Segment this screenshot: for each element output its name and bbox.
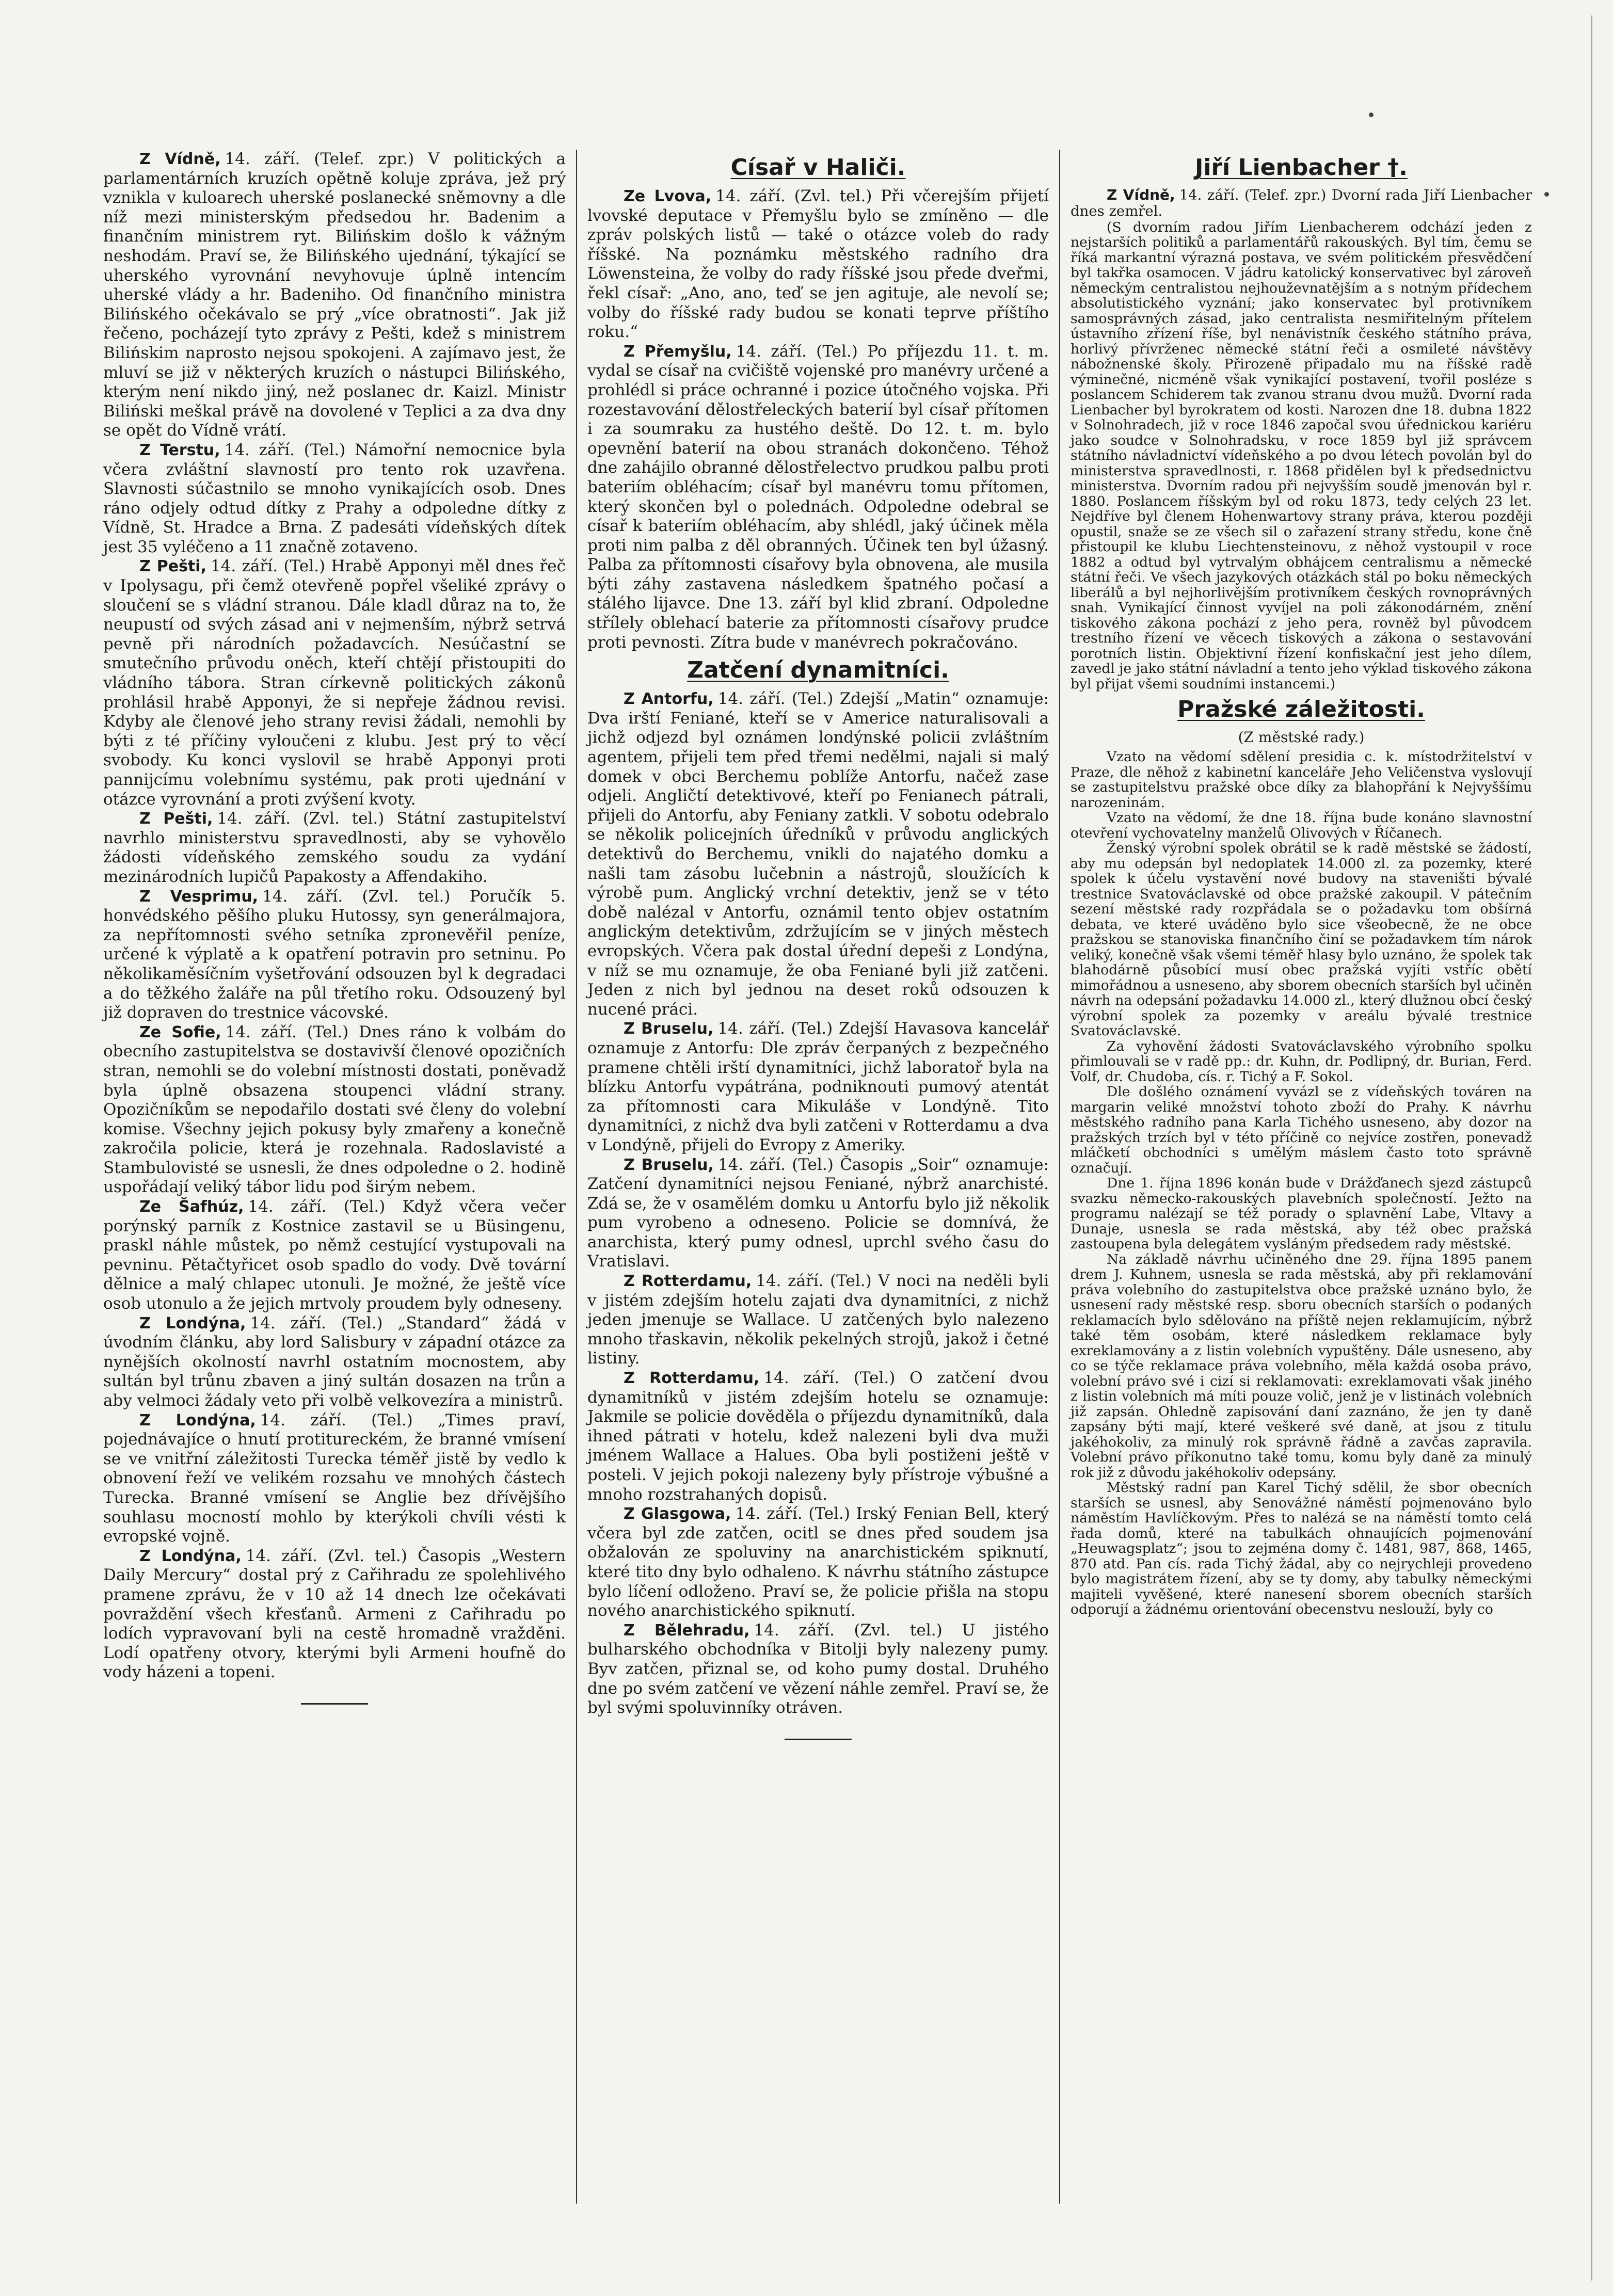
article-text: 14. září. (Tel.) „Times praví, pojednávajíce o hnutí protitureckém, že branné vmísení se ve vnitřní záležitosti Turecka téměř jistě by vedlo k obnovení řeží ve velikém rozsahu ve mnohých částech Turecka. Branné vmísení se Anglie bez dřívějšího souhlasu mocností mohlo by kterýkoli chvíli vésti k evropské vojně. bbox=[103, 1410, 566, 1546]
article bbox=[1071, 187, 1532, 220]
article-text: 14. září. (Zvl. tel.) Časopis „Western Daily Mercury“ dostal prý z Cařihradu ze spolehlivého pramene zprávu, že v 10 až 14 dnech lze očekávati povraždění všech křesťanů. Armeni z Cařihradu po lodích vypravovaní byli na cestě hromadně vražděni. Lodí opatřeny otvory, kterými byli Armeni houfně do vody házeni a topeni. bbox=[103, 1546, 566, 1682]
article-text: Na základě návrhu učiněného dne 29. října 1895 panem drem J. Kuhnem, usnesla se rada městská, aby při reklamování práva volebního do zastupitelstva obce pražské uznáno bylo, že usnesení rady městské resp. sboru obecních starších o podaných reklamacích bylo sdělováno na příště nejen reklamujícím, nýbrž také těm osobám, které následkem reklamace byly exreklamovány a z listin volebních vypuštěny. Dále usneseno, aby co se týče reklamace práva volebního, měla každá osoba právo, volební právo své i cizí si reklamovati: exreklamovati však jiného z listin volebních má míti pouze volič, jenž je v listinách volebních již zapsán. Ohledně zapisování daní zaznáno, že jen ty daně zapsány býti mají, které veškeré své daně, at jsou z titulu jakéhokoliv, za minulý rok správně řádně a zavčas zapravila. Volební právo příkonutno také tomu, komu byly daně za minulý rok již z důvodu jakéhokoliv odepsány. bbox=[1071, 1251, 1532, 1481]
print-speck bbox=[1544, 192, 1549, 197]
article-text: 14. září. (Zvl. tel.) U jistého bulharského obchodníka v Bitolji byly nalezeny pumy. Byv zatčen, přiznal se, od koho pumy dostal. Druhého dne po svém zatčení ve vězení náhle zemřel. Praví se, že byl svými spoluvinníky otráven. bbox=[587, 1620, 1049, 1717]
page-edge-line bbox=[1591, 15, 1592, 2281]
dateline: Ze Sofie, bbox=[139, 1023, 221, 1041]
dateline: Z Rotterdamu, bbox=[624, 1272, 752, 1291]
article-text: Za vyhovění žádosti Svatováclavského výrobního spolku přimlouvali se v radě pp.: dr. Kuhn, dr. Podlipný, dr. Burian, Ferd. Volf, dr. Chudoba, cís. r. Tichý a F. Sokol. bbox=[1071, 1038, 1532, 1085]
dateline: Z Přemyšlu, bbox=[624, 342, 732, 361]
article bbox=[103, 809, 566, 887]
dateline: Ze Lvova, bbox=[624, 187, 712, 205]
article-text: 14. září. (Tel.) „Standard“ žádá v úvodním článku, aby lord Salisbury v západní otázce za nynějších okolností navrhl ostatním mocnostem, aby sultán byl trůnu zbaven a jiný sultán dosazen na trůn a aby velmoci žádaly veto při volbě velkovezíra a ministrů. bbox=[103, 1313, 566, 1410]
article bbox=[1071, 810, 1532, 841]
article bbox=[587, 1621, 1049, 1718]
article-text: 14. září. (Tel.) O zatčení dvou dynamitníků v jistém zdejším hotelu se oznamuje: Jakmile se policie dověděla o příjezdu dynamitníků, dala ihned pátrati v hotelu, kdež nalezeni byli dva muži jménem Wallace a Halues. Oba byli postiženi ještě v posteli. V jejich pokoji nalezeny byly přístroje výbušné a mnoho rozstrahaných dopisů. bbox=[587, 1369, 1049, 1504]
article-text: Vzato na vědomí sdělení presidia c. k. místodržitelství v Praze, dle něhož z kabinetní kanceláře Jeho Veličenstva vyslovují se zastupitelstvu pražské obce díky za blahopřání k Nejvyššímu narozeninám. bbox=[1071, 749, 1532, 811]
article bbox=[587, 1504, 1049, 1621]
end-rule bbox=[301, 1703, 368, 1705]
article-text: 14. září. (Tel.) Časopis „Soir“ oznamuje: Zatčení dynamitníci nejsou Feniané, nýbrž anarchisté. Zdá se, že v osamělém domku u Antorfu bylo již několik pum vyrobeno a odneseno. Policie se domnívá, že anarchista, který pumy odnesl, uprchl svého času do Vratislavi. bbox=[587, 1155, 1049, 1271]
article bbox=[587, 1155, 1049, 1272]
section-title: Císař v Haliči. bbox=[730, 154, 906, 181]
article bbox=[587, 1369, 1049, 1504]
dateline: Ze Šafhúz, bbox=[139, 1198, 244, 1216]
dateline: Z Londýna, bbox=[139, 1547, 242, 1565]
section-subtitle: (Z městské rady.) bbox=[1238, 729, 1365, 746]
article bbox=[103, 1023, 566, 1197]
article bbox=[1071, 1176, 1532, 1252]
newspaper-page bbox=[93, 150, 1543, 2204]
article-text: 14. září. (Tel.) Námořní nemocnice byla včera zvláštní slavností pro tento rok uzavřena. Slavnosti súčastnilo se mnoho vynikajících osob. Dnes ráno odjely odtud dítky z Prahy a odpoledne dítky z Vídně, St. Hradce a Brna. Z padesáti vídeňských dítek jest 35 vyléčeno a 11 značně zotaveno. bbox=[103, 440, 566, 556]
article-text: Dle došlého oznámení vyvázl se z vídeňských továren na margarin veliké množství tohoto zboží do Prahy. K návrhu městského radního pana Karla Tichého usneseno, aby dozor na pražských trzích byl v této příčině co nejvíce zostřen, ponevadž mláčketí obchodníci s umělým máslem často toto správně označují. bbox=[1071, 1084, 1532, 1176]
article-text: 14. září. (Tel.) Když včera večer porýnský parník z Kostnice zastavil se u Büsingenu, praskl náhle můstek, po němž cestující vystupovali na pevninu. Pětačtyřicet osob spadlo do vody. Dvě tovární dělnice a malý chlapec utonuli. Je možné, že ještě více osob utonulo a že jejich mrtvoly proudem byly odneseny. bbox=[103, 1197, 566, 1313]
dateline: Z Vesprimu, bbox=[139, 887, 259, 906]
article-text: 14. září. (Tel.) Irský Fenian Bell, který včera byl zde zatčen, ocitl se dnes před soudem jsa obžalován ze spoluviny na anarchistickém spiknutí, které tito dny bylo odhaleno. K návrhu státního zástupce bylo líčení odloženo. Praví se, že policie přišla na stopu nového anarchistického spiknutí. bbox=[587, 1504, 1049, 1620]
article-text: Ženský výrobní spolek obrátil se k radě městské se žádostí, aby mu odepsán byl nedoplatek 14.000 zl. za pozemky, které spolek k účelu vystavění nové budovy na staveništi bývalé trestnice Svatováclavské od obce pražské zakoupil. V pátečním sezení městské rady rozpřádala se o požadavku tom obšírná debata, ve které uváděno bylo sice všeobecně, že ne obce pražskou se stanoviska finančního činí se požadavkem tím nárok veliký, konečně však všemi téměř hlasy bylo uznáno, že spolek tak blahodárně působící musí obec pražská vyjíti vstříc obětí mimořádnou a usneseno, aby sborem obecních starších byl učiněn návrh na odepsání požadavku 14.000 zl., který dlužnou obcí český výrobní spolek za pozemky v areálu bývalé trestnice Svatováclavské. bbox=[1071, 840, 1532, 1039]
article bbox=[103, 557, 566, 809]
article bbox=[103, 150, 566, 441]
article-text: (S dvorním radou Jiřím Lienbacherem odchází jeden z nejstarších politiků a parlamentářů rakouských. Byl tím, čemu se říká markantní výrazná postava, ve svém politickém přesvědčení byl takřka osamocen. V jádru katolický konservativec byl zároveň německým centralistou nejhouževnatějším a s notným přídechem absolutistického vyznání; jako konservatec byl protivníkem samosprávných zásad, jako centralista nesmiřitelným přítelem ústavního zřízení říše, byl nenávistník českého státního práva, horlivý přívrženec německé státní řeči a osmileté návštěvy nábožnenské školy. Přirozeně připadalo mu na říšské radě výminečné, nicméně však vynikající postavení, tvořil posléze s poslancem Schiderem tak zvanou stranu dvou mužů. Dvorní rada Lienbacher byl byrokratem od kosti. Narozen dne 18. dubna 1822 v Solnohradech, již v roce 1846 započal svou úřednickou kariéru jako soudce v Solnohradsku, v roce 1859 byl již správcem státního návladnictví vídeňského a po dvou létech povolán byl do ministerstva spravedlnosti, r. 1868 přidělen byl k předsednictvu ministerstva. Dvorním radou při nejvyšším soudě jmenován byl r. 1880. Poslancem říšským byl od roku 1873, tedy celých 23 let. Nejdříve byl členem Hohenwartovy strany práva, kterou později opustil, snaže se ze všech sil o zařazení strany středu, kone čně přistoupil ke klubu Liechtensteinovu, z něhož vystoupil v roce 1882 a odtud byl vytrvalým obhájcem centralismu a německé státní řeči. Ve všech jazykových otázkách stál po boku německých liberálů a byl nejhorlivějším protivníkem českých rovnoprávných snah. Vynikající činnost vyvíjel na poli zákonodárném, znění tiskového zákona pochází z jeho pera, rovněž byl původcem trestního řízení ve věcech tiskových a zákona o sestavování porotních listin. Objektivní řízení konfiskační jest jeho dílem, zavedl je jako státní návladní a tento jeho výklad tiskového zákona byl přijat všemi soudními instancemi.) bbox=[1071, 219, 1532, 692]
article bbox=[1071, 1084, 1532, 1176]
article bbox=[1071, 1252, 1532, 1481]
article-text: 14. září. (Zvl. tel.) Poručík 5. honvédského pěšího pluku Hutossy, syn generálmajora, za nepřítomnosti svého setníka zpronevěřil peníze, určené k výplatě a k opatření potravin pro setninu. Po několikaměsíčním vyšetřování odsouzen byl k degradaci a do těžkého žaláře na půl třetího roku. Odsouzený byl již dopraven do trestnice vácovské. bbox=[103, 887, 566, 1022]
article bbox=[1071, 749, 1532, 810]
dateline: Z Vídně, bbox=[139, 150, 221, 168]
article-text: 14. září. (Tel.) Dnes ráno k volbám do obecního zastupitelstva se dostavivší členové opozičních stran, nemohli se do volební místnosti dostati, poněvadž byla úplně obsazena stoupenci vládní strany. Opozičníkům se nepodařilo dostati své členy do volební komise. Všechny jejich pokusy byly zmařeny a konečně zakročila policie, která je rozehnala. Radoslavisté a Stambulovisté se usnesli, že dnes odpoledne o 2. hodině uspořádají veliký tábor lidu pod širým nebem. bbox=[103, 1022, 566, 1197]
section-title: Jiří Lienbacher †. bbox=[1194, 154, 1408, 181]
article bbox=[103, 1314, 566, 1411]
article bbox=[587, 1019, 1049, 1155]
dateline: Z Antorfu, bbox=[624, 690, 714, 709]
article bbox=[587, 187, 1049, 342]
section-title: Pražské záležitosti. bbox=[1177, 696, 1425, 723]
obituary-text bbox=[1071, 220, 1532, 692]
article bbox=[587, 342, 1049, 653]
article-text: 14. září. (Zvl. tel.) Při včerejším přijetí lvovské deputace v Přemyšlu bylo se zmíněno — dle zpráv polských listů — také o otázce voleb do rady říšské. Na poznámku městského radního dra Löwensteina, že volby do rady říšské jsou přede dveřmi, řekl císař: „Ano, ano, teď se jen agituje, ale nevolí se; volby do říšské rady budou se konati teprve příštího roku.“ bbox=[587, 187, 1049, 342]
dateline: Z Bruselu, bbox=[624, 1155, 714, 1174]
dateline: Z Vídně, bbox=[1107, 186, 1175, 203]
article-text: 14. září. (Tel.) Hrabě Apponyi měl dnes řeč v Ipolysagu, při čemž otevřeně popřel všeliké zprávy o sloučení se s vládní stranou. Dále kladl důraz na to, že neupustí od svých zásad ani v nejmenším, nýbrž setrvá pevně při národních požadavcích. Nesúčastní se smutečního průvodu oněch, kteří chtějí přistoupiti do vládního tábora. Stran církevně politických zákonů prohlásil hrabě Apponyi, že si nepřeje žádnou revisi. Kdyby ale členové jeho strany revisi žádali, nemohli by býti z té příčiny vyloučeni z klubu. Jest prý to věcí svobody. Ku konci vyslovil se hrabě Apponyi proti pannijcímu volebnímu systému, pak proti ujednání v otázce vyrovnání a proti zvýšení kvoty. bbox=[103, 557, 566, 809]
article-text: Městský radní pan Karel Tichý sdělil, že sbor obecních starších se usnesl, aby Senovážné náměstí pojmenováno bylo náměstím Havlíčkovým. Přes to nalézá se na náměstí tomto celá řada domů, které na tabulkách ohnaujících pojmenování „Heuwagsplatz“; jsou to zejména domy č. 1481, 987, 868, 1465, 870 atd. Pan cís. rada Tichý žádal, aby co nejrychleji provedeno bylo magistrátem řízení, aby se ty domy, aby tabulky německými majiteli vyvěšené, které nanesení sborem obecních starších odporují a žádnému orientování obecenstvu neslouží, byly co bbox=[1071, 1480, 1532, 1618]
article-text: 14. září. (Telef. zpr.) V politických a parlamentárních kruzích opětně koluje zpráva, jež prý vznikla v kuloarech uherské poslanecké sněmovny a dle níž mezi ministerským předsedou hr. Badenim a finančním ministrem ryt. Bilińskim došlo k vážným neshodám. Praví se, že Bilińského ujednání, týkající se uherského vyrovnání nevyhovuje úplně intencím uherské vlády a hr. Badeniho. Od finančního ministra Bilińského očekávalo se prý „více obratnosti“. Jak již řečeno, pocházejí tyto zprávy z Pešti, kdež s ministrem Bilińskim naprosto nejsou spokojeni. A zajímavo jest, že mluví se již v některých kruzích o nástupci Bilińského, kterým není nikdo jiný, než poslanec dr. Kaizl. Ministr Biliński meškal právě na dovolené v Teplici a za dva dny se opět do Vídně vrátí. bbox=[103, 150, 566, 440]
article bbox=[103, 441, 566, 557]
dateline: Z Londýna, bbox=[139, 1314, 246, 1332]
article-text: 14. září. (Tel.) Zdejší Havasova kancelář oznamuje z Antorfu: Dle zpráv čerpaných z bezpečného pramene chtěli irští dynamitníci, jichž laboratoř byla na blízku Antorfu vypátrána, podniknouti pumový atentát za přítomnosti cara Mikuláše v Londýně. Tito dynamitníci, z nichž dva byli zatčeni v Rotterdamu a dva v Londýně, přijeli do Evropy z Ameriky. bbox=[587, 1019, 1049, 1154]
dateline: Z Londýna, bbox=[139, 1411, 256, 1430]
article-text: 14. září. (Telef. zpr.) Dvorní rada Jiří Lienbacher dnes zemřel. bbox=[1071, 187, 1532, 220]
article bbox=[103, 887, 566, 1023]
dateline: Z Bělehradu, bbox=[624, 1621, 750, 1640]
print-speck bbox=[1369, 113, 1374, 117]
article-text: Dne 1. října 1896 konán bude v Drážďanech sjezd zástupců svazku německo-rakouských plavebních společností. Ježto na programu nalézají se též porady o splavnění Labe, Vltavy a Dunaje, usnesla se rada městská, aby též obec pražská zastoupena byla delegátem vysláným předsedem rady městské. bbox=[1071, 1175, 1532, 1253]
dateline: Z Glasgowa, bbox=[624, 1505, 731, 1523]
article-text: 14. září. (Tel.) Zdejší „Matin“ oznamuje: Dva irští Feniané, kteří se v Americe naturalisovali a jichž odjezd byl oznámen londýnské policii zvláštním agentem, přijeli tem před třemi nedělmi, najali si malý domek v obci Berchemu poblíže Antorfu, načež zase odjeli. Angličtí detektivové, kteří po Fenianech pátrali, přijeli do Antorfu, aby Feniany zatkli. V sobotu odebralo se několik policejních úředníků v průvodu anglických detektivů do Berchemu, vnikli do najatého domku a našli tam zásobu lučebnin a nástrojů, sloužících k výrobě pum. Anglický vrchní detektiv, jenž se v této době nalézal v Antorfu, oznámil tento objev ostatním anglickým detektivům, zdržujícím se v jiných městech evropských. Včera pak dostal úřední depeši z Londýna, v níž se mu oznamuje, že oba Feniané byli již zatčeni. Jeden z nich byl jednou na deset roků odsouzen k nucené práci. bbox=[587, 689, 1049, 1019]
column-right bbox=[1059, 150, 1542, 2204]
end-rule bbox=[785, 1739, 852, 1740]
article bbox=[587, 689, 1049, 1019]
article bbox=[103, 1411, 566, 1547]
article-text: Vzato na vědomí, že dne 18. října bude konáno slavnostní otevření vychovatelny manželů Olivových v Říčanech. bbox=[1071, 810, 1532, 841]
article-text: 14. září. (Tel.) V noci na neděli byli v jistém zdejším hotelu zajati dva dynamitníci, z nichž jeden jmenuje se Wallace. U zatčených bylo nalezeno mnoho třaskavin, několik pekelných strojů, jakož i četné listiny. bbox=[587, 1272, 1049, 1368]
article bbox=[1071, 1039, 1532, 1085]
article bbox=[103, 1197, 566, 1314]
section-title: Zatčení dynamitníci. bbox=[687, 657, 949, 684]
article bbox=[103, 1547, 566, 1682]
dateline: Z Bruselu, bbox=[624, 1020, 714, 1038]
article bbox=[587, 1272, 1049, 1369]
article bbox=[1071, 841, 1532, 1039]
article-text: 14. září. (Zvl. tel.) Státní zastupitelství navrhlo ministerstvu spravedlnosti, aby se vyhovělo žádosti vídeňského zemského soudu za vydání mezinárodních lupičů Papakosty a Affendakiho. bbox=[103, 809, 566, 886]
dateline: Z Terstu, bbox=[139, 441, 220, 459]
column-left bbox=[93, 150, 576, 2204]
column-middle bbox=[576, 150, 1059, 2204]
dateline: Z Pešti, bbox=[139, 557, 206, 576]
dateline: Z Pešti, bbox=[139, 810, 213, 828]
dateline: Z Rotterdamu, bbox=[624, 1369, 760, 1388]
article-text: 14. září. (Tel.) Po příjezdu 11. t. m. vydal se císař na cvičiště vojenské pro manévry určené a prohlédl si práce ochranné i pozice útočného vojska. Při rozestavování dělostřeleckých baterií byl císař přítomen i za soumraku za hustého deště. Do 12. t. m. bylo opevnění baterií na obou stranách dokončeno. Téhož dne zahájilo obranné dělostřelectvo prudkou palbu proti bateriím obléhacím; císař byl manévru tomu přítomen, který skončen byl o polednách. Odpoledne odebral se císař k bateriím obléhacím, aby shlédl, jaký účinek měla proti nim palba z děl obranných. Účinek ten byl úžasný. Palba za přítomnosti císařovy byla obnovena, ale musila býti záhy zastavena následkem špatného počasí a stálého lijavce. Dne 13. září byl klid zbraní. Odpoledne střílely oblehací baterie za přítomnosti císařovy prudce proti pevnosti. Zítra bude v manévrech pokračováno. bbox=[587, 342, 1049, 652]
article bbox=[1071, 1480, 1532, 1617]
